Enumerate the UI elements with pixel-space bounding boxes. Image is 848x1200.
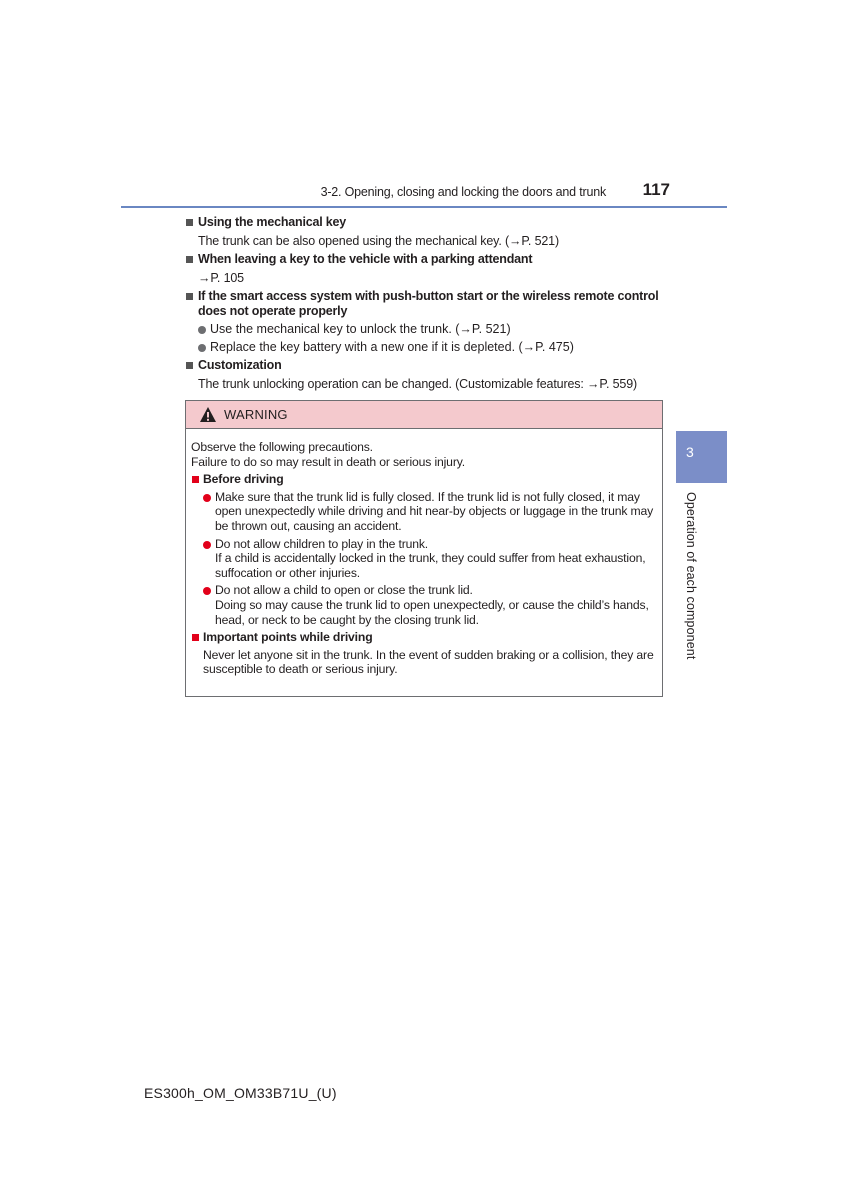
- round-bullet-icon: [198, 344, 206, 352]
- square-bullet-icon: [186, 362, 193, 369]
- section-title: Customization: [198, 358, 282, 372]
- header-rule: [121, 206, 727, 208]
- warning-body: [186, 429, 662, 677]
- warning-label: WARNING: [224, 407, 288, 422]
- round-bullet-icon: [198, 326, 206, 334]
- section-customization: [185, 358, 665, 392]
- warning-item: Make sure that the trunk lid is fully closed. If the trunk lid is not fully closed, it may open unexpectedly while driving and hit near-by objects or luggage in the trunk may be thrown out, causing an accident.: [191, 490, 657, 534]
- header-section-title: 3-2. Opening, closing and locking the doors and trunk: [320, 185, 606, 199]
- warning-subtitle: Important points while driving: [203, 630, 373, 645]
- red-bullet-icon: [203, 541, 211, 549]
- warning-text: Never let anyone sit in the trunk. In the event of sudden braking or a collision, they are susceptible to death or serious injury.: [203, 647, 654, 677]
- red-square-icon: [192, 476, 199, 483]
- warning-box: [185, 400, 663, 697]
- page-number: 117: [642, 180, 670, 199]
- square-bullet-icon: [186, 293, 193, 300]
- section-mechanical-key: [185, 215, 665, 249]
- warning-intro: Failure to do so may result in death or serious injury.: [191, 454, 465, 469]
- warning-intro: Observe the following precautions.: [191, 440, 373, 454]
- section-text: The trunk unlocking operation can be changed. (Customizable features: →P. 559): [198, 377, 638, 391]
- chapter-label: Operation of each component: [684, 492, 698, 660]
- warning-item: Do not allow a child to open or close the trunk lid. Doing so may cause the trunk lid to open unexpectedly, or cause the child’s hands, head, or neck to be caught by the closing trunk lid.: [191, 583, 657, 627]
- chapter-number: 3: [686, 444, 694, 460]
- warning-item: Do not allow children to play in the trunk. If a child is accidentally locked in the trunk, they could suffer from heat exhaustion, suffocation or other injuries.: [191, 537, 657, 581]
- warning-triangle-icon: [199, 406, 217, 423]
- warning-header: [186, 401, 662, 429]
- warning-subtitle: Before driving: [203, 472, 284, 487]
- list-item: Use the mechanical key to unlock the trunk. (→P. 521): [185, 322, 665, 337]
- section-title: Using the mechanical key: [198, 215, 347, 229]
- section-smart-access: [185, 289, 665, 355]
- section-text: →P. 105: [198, 271, 244, 285]
- footer-code: ES300h_OM_OM33B71U_(U): [144, 1085, 337, 1101]
- red-square-icon: [192, 634, 199, 641]
- main-content: [185, 215, 665, 392]
- section-text: The trunk can be also opened using the mechanical key. (→P. 521): [198, 234, 559, 248]
- square-bullet-icon: [186, 256, 193, 263]
- section-title: If the smart access system with push-button start or the wireless remote control does not operate properly: [198, 289, 659, 318]
- square-bullet-icon: [186, 219, 193, 226]
- section-title: When leaving a key to the vehicle with a parking attendant: [198, 252, 533, 266]
- red-bullet-icon: [203, 587, 211, 595]
- red-bullet-icon: [203, 494, 211, 502]
- list-item: Replace the key battery with a new one if it is depleted. (→P. 475): [185, 340, 665, 355]
- chapter-tab: [676, 431, 727, 483]
- section-parking-attendant: [185, 252, 665, 286]
